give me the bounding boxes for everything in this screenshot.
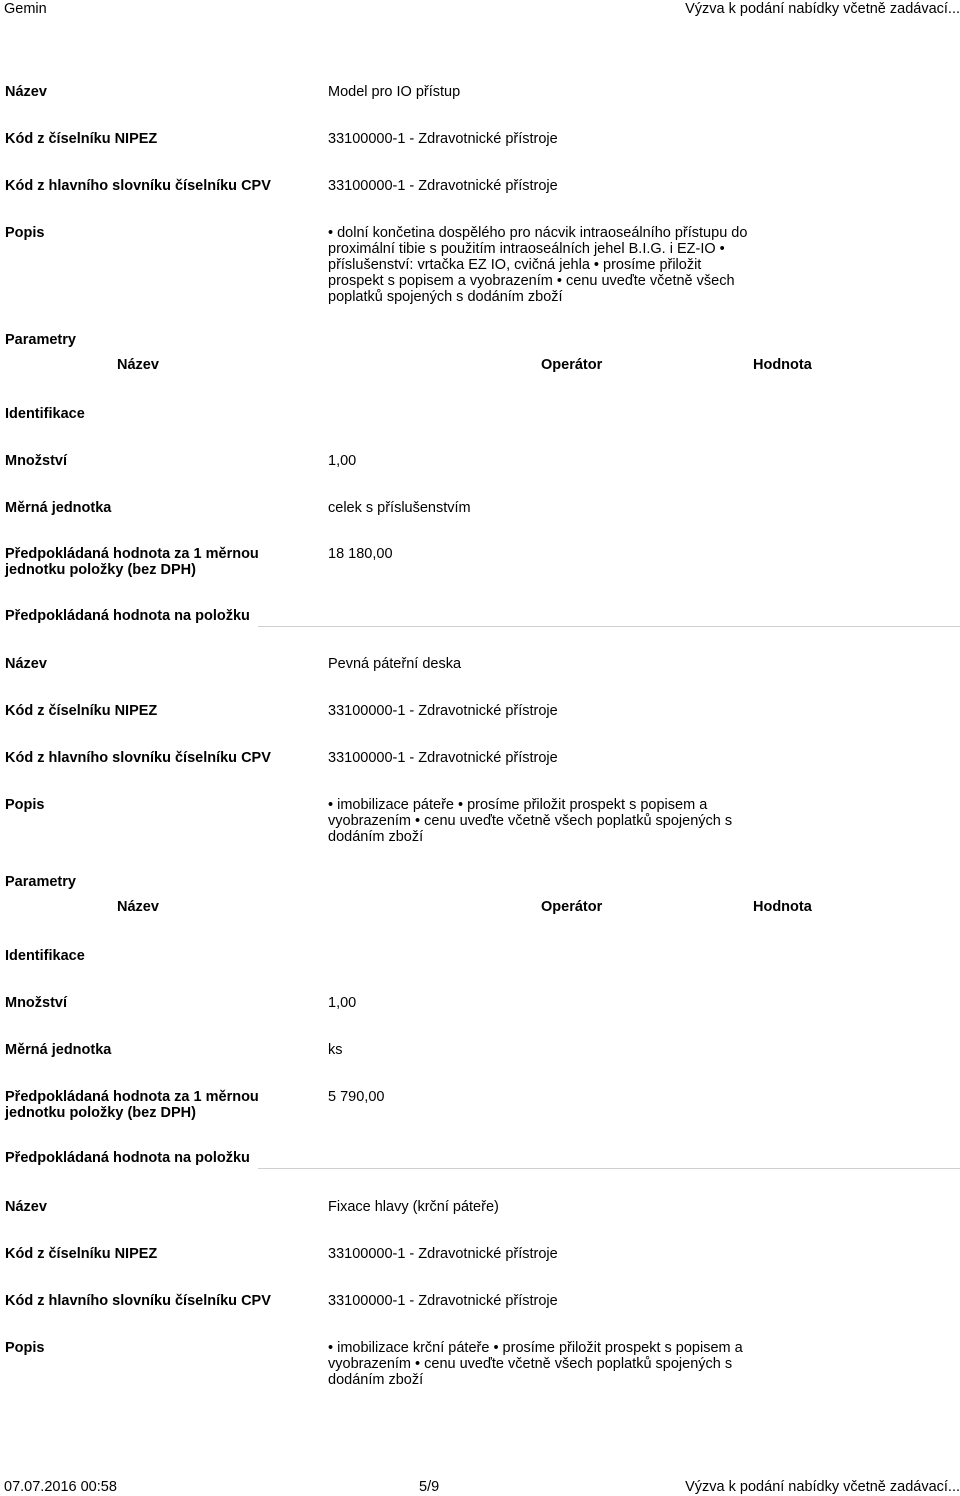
label-nipez: Kód z číselníku NIPEZ (5, 1246, 158, 1262)
item-description: • imobilizace krční páteře • prosíme přiložit prospekt s popisem a vyobrazením • cenu uveďte včetně všech poplatků spojených s dodáním zboží (328, 1340, 743, 1388)
item-quantity: 1,00 (328, 995, 357, 1011)
item-nipez-code: 33100000-1 - Zdravotnické přístroje (328, 703, 558, 719)
label-unit-price: Předpokládaná hodnota za 1 měrnou jednotku položky (bez DPH) (5, 546, 259, 578)
label-mnozstvi: Množství (5, 453, 68, 469)
label-merna-jednotka: Měrná jednotka (5, 1042, 112, 1058)
label-identifikace: Identifikace (5, 948, 85, 964)
item-quantity: 1,00 (328, 453, 357, 469)
label-nazev: Název (5, 84, 47, 100)
footer-datetime: 07.07.2016 00:58 (4, 1479, 117, 1495)
section-item-value: Předpokládaná hodnota na položku (5, 1150, 250, 1166)
item-cpv-code: 33100000-1 - Zdravotnické přístroje (328, 750, 558, 766)
label-mnozstvi: Množství (5, 995, 68, 1011)
item-unit: celek s příslušenstvím (328, 500, 471, 516)
label-unit-price: Předpokládaná hodnota za 1 měrnou jednotku položky (bez DPH) (5, 1089, 259, 1121)
header-app-name: Gemin (4, 1, 47, 17)
label-popis: Popis (5, 797, 45, 813)
item-unit-price: 18 180,00 (328, 546, 393, 562)
footer-document-title: Výzva k podání nabídky včetně zadávací... (685, 1479, 960, 1495)
label-nipez: Kód z číselníku NIPEZ (5, 131, 158, 147)
item-nipez-code: 33100000-1 - Zdravotnické přístroje (328, 1246, 558, 1262)
section-item-value: Předpokládaná hodnota na položku (5, 608, 250, 624)
item-unit: ks (328, 1042, 343, 1058)
label-nazev: Název (5, 1199, 47, 1215)
label-cpv: Kód z hlavního slovníku číselníku CPV (5, 750, 271, 766)
item-cpv-code: 33100000-1 - Zdravotnické přístroje (328, 1293, 558, 1309)
section-divider (258, 626, 960, 627)
param-col-value: Hodnota (753, 899, 812, 915)
section-divider (258, 1168, 960, 1169)
item-description: • dolní končetina dospělého pro nácvik intraoseálního přístupu do proximální tibie s použitím intraoseálních jehel B.I.G. i EZ-IO • příslušenství: vrtačka EZ IO, cvičná jehla • prosíme přiložit prospekt s popisem a vyobrazením • cenu uveďte včetně všech poplatků spojených s dodáním zboží (328, 225, 748, 305)
label-popis: Popis (5, 225, 45, 241)
param-col-name: Název (117, 357, 159, 373)
label-identifikace: Identifikace (5, 406, 85, 422)
item-nipez-code: 33100000-1 - Zdravotnické přístroje (328, 131, 558, 147)
label-parametry: Parametry (5, 874, 76, 890)
label-merna-jednotka: Měrná jednotka (5, 500, 112, 516)
item-name: Pevná páteřní deska (328, 656, 462, 672)
label-parametry: Parametry (5, 332, 76, 348)
param-col-name: Název (117, 899, 159, 915)
label-cpv: Kód z hlavního slovníku číselníku CPV (5, 1293, 271, 1309)
param-col-operator: Operátor (541, 357, 603, 373)
item-cpv-code: 33100000-1 - Zdravotnické přístroje (328, 178, 558, 194)
item-unit-price: 5 790,00 (328, 1089, 385, 1105)
item-description: • imobilizace páteře • prosíme přiložit prospekt s popisem a vyobrazením • cenu uveďte včetně všech poplatků spojených s dodáním zboží (328, 797, 733, 845)
item-name: Fixace hlavy (krční páteře) (328, 1199, 499, 1215)
label-popis: Popis (5, 1340, 45, 1356)
label-nazev: Název (5, 656, 47, 672)
page-footer (0, 1479, 960, 1496)
page-header (0, 0, 960, 16)
param-col-operator: Operátor (541, 899, 603, 915)
footer-page-number: 5/9 (419, 1479, 440, 1495)
param-col-value: Hodnota (753, 357, 812, 373)
header-document-title: Výzva k podání nabídky včetně zadávací... (685, 1, 960, 17)
label-nipez: Kód z číselníku NIPEZ (5, 703, 158, 719)
item-name: Model pro IO přístup (328, 84, 461, 100)
label-cpv: Kód z hlavního slovníku číselníku CPV (5, 178, 271, 194)
